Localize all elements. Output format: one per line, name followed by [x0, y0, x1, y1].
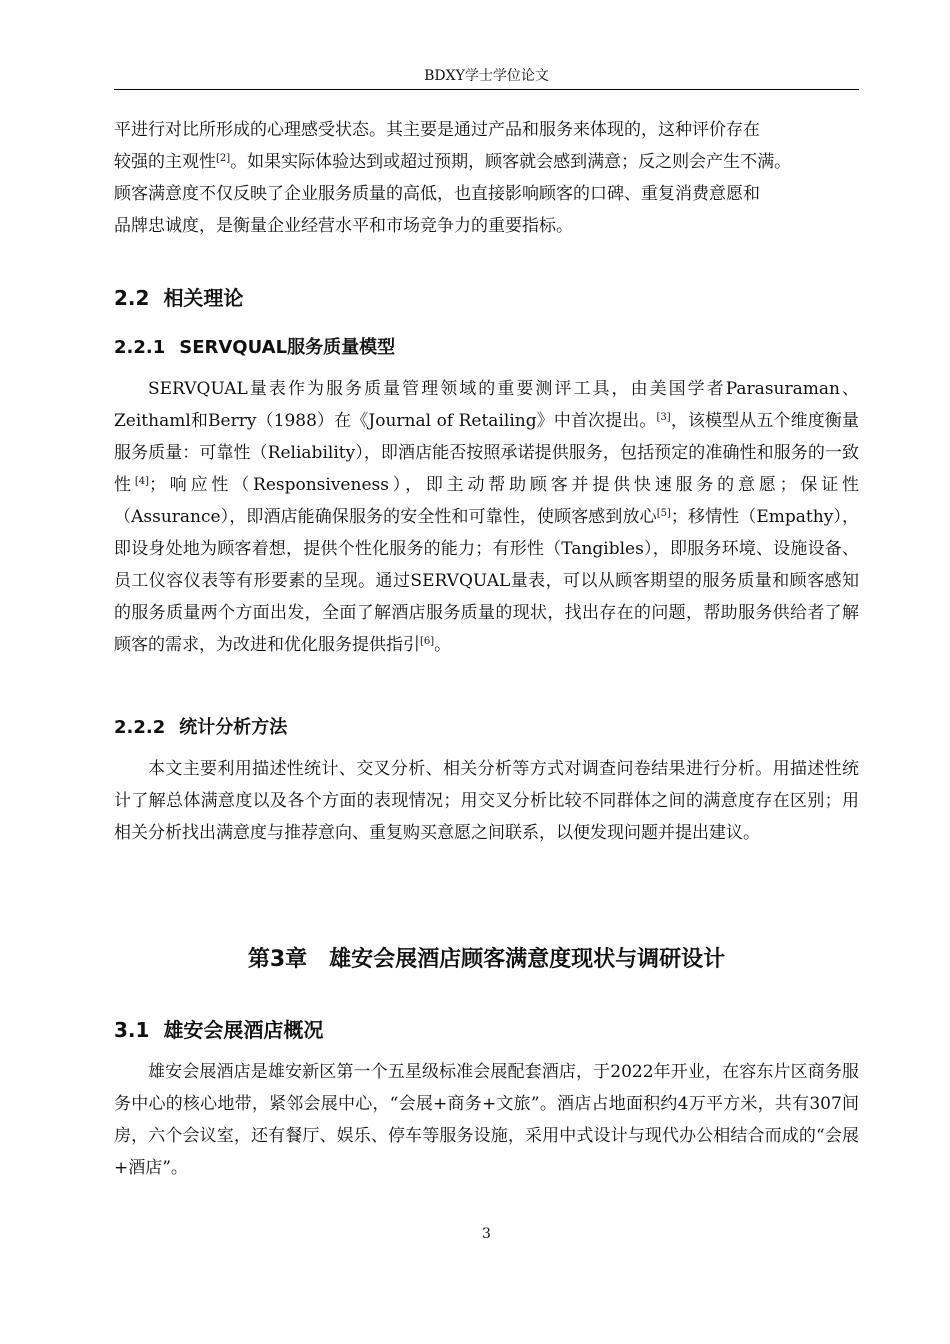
subsection-number: 2.2.2 — [114, 717, 166, 738]
section-title: 雄安会展酒店概况 — [163, 1018, 324, 1042]
intro-line-3: 顾客满意度不仅反映了企业服务质量的高低，也直接影响顾客的口碑、重复消费意愿和 — [114, 184, 760, 204]
servqual-text-2: ，该模型从五个维度衡量服务质量：可靠性（Reliability），即酒店能否按照承诺提供服务，包括预定的准确性和服务的一致性 — [114, 411, 860, 495]
intro-line-2: 较强的主观性 — [114, 152, 216, 172]
section-heading-2-2 — [114, 284, 243, 312]
chapter-heading-3 — [114, 944, 859, 976]
citation-5[interactable]: [5] — [656, 508, 671, 519]
subsection-number: 2.2.1 — [114, 337, 166, 358]
servqual-text-5: 。 — [434, 635, 452, 655]
section-number: 2.2 — [114, 286, 150, 310]
hotel-overview-paragraph — [114, 1056, 859, 1184]
intro-line-4: 品牌忠诚度，是衡量企业经营水平和市场竞争力的重要指标。 — [114, 216, 573, 236]
header-rule — [114, 89, 859, 90]
servqual-text-1: SERVQUAL量表作为服务质量管理领域的重要测评工具，由美国学者Parasuraman、Zeithaml和Berry（1988）在《Journal of Retailing》中首次提出。 — [114, 379, 859, 431]
chapter-number: 第3章 — [247, 947, 308, 972]
statistics-text: 本文主要利用描述性统计、交叉分析、相关分析等方式对调查问卷结果进行分析。用描述性统计了解总体满意度以及各个方面的表现情况；用交叉分析比较不同群体之间的满意度存在区别；用相关分析找出满意度与推荐意向、重复购买意愿之间联系，以便发现问题并提出建议。 — [114, 759, 859, 843]
citation-4[interactable]: [4] — [134, 476, 149, 487]
intro-line-2b: 。如果实际体验达到或超过预期，顾客就会感到满意；反之则会产生不满。 — [230, 152, 792, 172]
subsection-title: 统计分析方法 — [179, 717, 288, 738]
intro-paragraph — [114, 114, 859, 242]
hotel-overview-text: 雄安会展酒店是雄安新区第一个五星级标准会展配套酒店，于2022年开业，在容东片区商务服务中心的核心地带，紧邻会展中心，“会展+商务+文旅”。酒店占地面积约4万平方米，共有307间房，六个会议室，还有餐厅、娱乐、停车等服务设施，采用中式设计与现代办公相结合而成的“会展+酒店”。 — [114, 1062, 859, 1178]
intro-line-1: 平进行对比所形成的心理感受状态。其主要是通过产品和服务来体现的，这种评价存在 — [114, 120, 760, 140]
subsection-heading-2-2-1 — [114, 335, 395, 361]
citation-2[interactable]: [2] — [216, 153, 231, 164]
running-header: BDXY学士学位论文 — [424, 68, 549, 84]
subsection-title: SERVQUAL服务质量模型 — [179, 337, 396, 358]
section-number: 3.1 — [114, 1018, 150, 1042]
subsection-heading-2-2-2 — [114, 715, 287, 741]
servqual-paragraph — [114, 373, 859, 661]
section-title: 相关理论 — [163, 286, 244, 310]
servqual-text-3: ；响应性（Responsiveness），即主动帮助顾客并提供快速服务的意愿；保证性（Assurance），即酒店能确保服务的安全性和可靠性，使顾客感到放心 — [114, 475, 860, 527]
page-number: 3 — [482, 1226, 491, 1242]
statistics-paragraph — [114, 753, 859, 849]
servqual-text-4: ；移情性（Empathy），即设身处地为顾客着想，提供个性化服务的能力；有形性（Tangibles），即服务环境、设施设备、员工仪容仪表等有形要素的呈现。通过SERVQUAL量表，可以从顾客期望的服务质量和顾客感知的服务质量两个方面出发，全面了解酒店服务质量的现状，找出存在的问题，帮助服务供给者了解顾客的需求，为改进和优化服务提供指引 — [114, 507, 859, 655]
citation-3[interactable]: [3] — [656, 412, 671, 423]
chapter-title: 雄安会展酒店顾客满意度现状与调研设计 — [329, 947, 726, 972]
citation-6[interactable]: [6] — [420, 636, 435, 647]
section-heading-3-1 — [114, 1016, 323, 1044]
